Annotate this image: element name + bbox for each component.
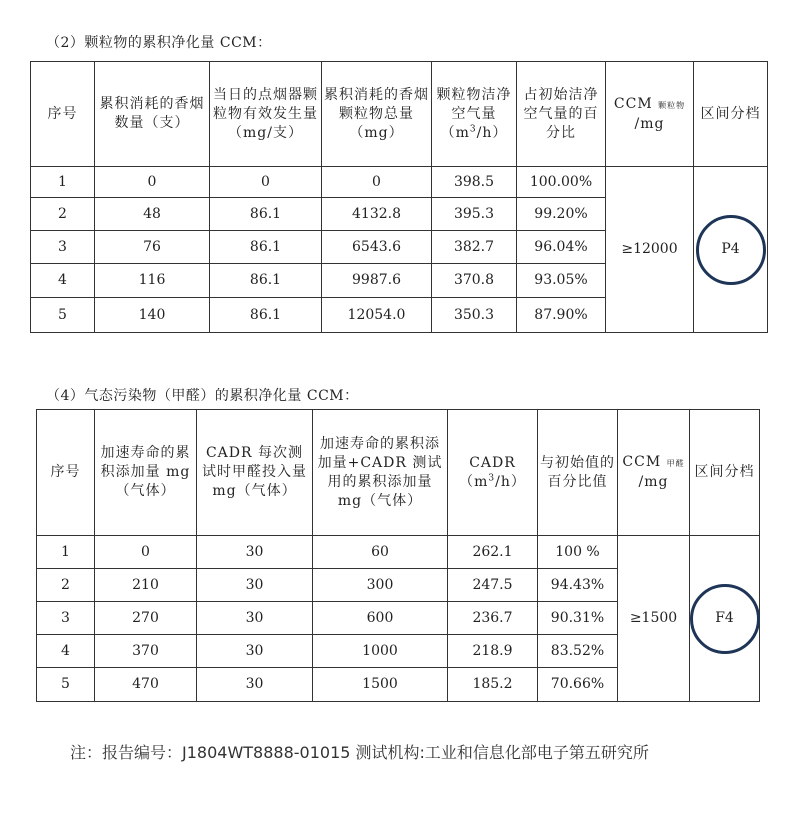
section-title-particulate: （2）颗粒物的累积净化量 CCM：: [46, 35, 272, 51]
header-cadr: 颗粒物洁净空气量 $(m^3/h)$: [432, 62, 517, 167]
table-row: [31, 167, 768, 198]
particulate-ccm-table: [30, 61, 768, 333]
header-ccm: CCM 颗粒物 /mg: [606, 62, 694, 167]
cell-percent: 83.52%: [538, 635, 618, 668]
cell-percent: 87.90%: [517, 298, 606, 333]
cell-total: 12054.0: [322, 298, 432, 333]
cell-total: 9987.6: [322, 264, 432, 298]
header-seq: 序号: [31, 62, 95, 167]
header-release: 当日的点烟器颗粒物有效发生量（mg/支）: [210, 62, 322, 167]
ccm-value: ≥1500: [618, 536, 690, 702]
cell-cadr: 350.3: [432, 298, 517, 333]
report-footnote: 注：报告编号：J1804WT8888-01015 测试机构:工业和信息化部电子第五研究所: [70, 743, 649, 762]
cell-cigarettes: 48: [95, 198, 210, 231]
grade-cell: [690, 536, 760, 702]
cell-cadr: 218.9: [448, 635, 538, 668]
cell-seq: 3: [31, 231, 95, 264]
cell-cum-total: 300: [313, 569, 448, 602]
cell-per-test: 30: [197, 602, 313, 635]
cell-percent: 99.20%: [517, 198, 606, 231]
cell-seq: 2: [37, 569, 95, 602]
cell-percent: 94.43%: [538, 569, 618, 602]
cell-percent: 90.31%: [538, 602, 618, 635]
cell-release: 86.1: [210, 231, 322, 264]
cell-cadr: 370.8: [432, 264, 517, 298]
cell-seq: 1: [37, 536, 95, 569]
header-cum-total: 加速寿命的累积添加量+CADR 测试用的累积添加量 mg（气体）: [313, 410, 448, 536]
cell-total: 0: [322, 167, 432, 198]
header-range: 区间分档: [690, 410, 760, 536]
cell-per-test: 30: [197, 635, 313, 668]
cell-per-test: 30: [197, 668, 313, 702]
header-percent: 占初始洁净空气量的百分比: [517, 62, 606, 167]
header-seq: 序号: [37, 410, 95, 536]
cell-cum-total: 60: [313, 536, 448, 569]
cell-cum-added: 370: [95, 635, 197, 668]
cell-cum-total: 1500: [313, 668, 448, 702]
formaldehyde-ccm-table: [36, 409, 760, 702]
cell-cum-added: 0: [95, 536, 197, 569]
cell-seq: 3: [37, 602, 95, 635]
cell-cadr: 395.3: [432, 198, 517, 231]
cell-percent: 70.66%: [538, 668, 618, 702]
cell-seq: 1: [31, 167, 95, 198]
cell-cadr: 262.1: [448, 536, 538, 569]
cell-seq: 5: [31, 298, 95, 333]
cell-cadr: 382.7: [432, 231, 517, 264]
cell-percent: 96.04%: [517, 231, 606, 264]
cell-total: 4132.8: [322, 198, 432, 231]
cell-cigarettes: 0: [95, 167, 210, 198]
cell-seq: 5: [37, 668, 95, 702]
cell-cadr: 236.7: [448, 602, 538, 635]
header-per-test: CADR 每次测试时甲醛投入量 mg（气体）: [197, 410, 313, 536]
ccm-value: ≥12000: [606, 167, 694, 333]
table-header-row: [37, 410, 760, 536]
cell-cigarettes: 76: [95, 231, 210, 264]
cell-cum-total: 600: [313, 602, 448, 635]
cell-release: 86.1: [210, 298, 322, 333]
section-title-formaldehyde: （4）气态污染物（甲醛）的累积净化量 CCM：: [46, 388, 359, 404]
header-cum-added: 加速寿命的累积添加量 mg（气体）: [95, 410, 197, 536]
cell-percent: 93.05%: [517, 264, 606, 298]
cell-per-test: 30: [197, 569, 313, 602]
header-range: 区间分档: [694, 62, 768, 167]
header-cadr: CADR $(m^3/h)$: [448, 410, 538, 536]
cell-cigarettes: 140: [95, 298, 210, 333]
cell-cum-added: 210: [95, 569, 197, 602]
header-total: 累积消耗的香烟颗粒物总量（mg）: [322, 62, 432, 167]
header-cigarettes: 累积消耗的香烟数量（支）: [95, 62, 210, 167]
cell-cadr: 185.2: [448, 668, 538, 702]
table-header-row: [31, 62, 768, 167]
cell-percent: 100.00%: [517, 167, 606, 198]
header-ccm: CCM 甲醛 /mg: [618, 410, 690, 536]
cell-cadr: 398.5: [432, 167, 517, 198]
cell-per-test: 30: [197, 536, 313, 569]
cell-cigarettes: 116: [95, 264, 210, 298]
table-row: [37, 536, 760, 569]
cell-cadr: 247.5: [448, 569, 538, 602]
cell-release: 86.1: [210, 198, 322, 231]
cell-seq: 2: [31, 198, 95, 231]
cell-cum-added: 470: [95, 668, 197, 702]
grade-cell: [694, 167, 768, 333]
cell-seq: 4: [37, 635, 95, 668]
cell-release: 0: [210, 167, 322, 198]
grade-badge: F4: [690, 584, 760, 654]
cell-total: 6543.6: [322, 231, 432, 264]
header-percent: 与初始值的百分比值: [538, 410, 618, 536]
cell-cum-added: 270: [95, 602, 197, 635]
cell-cum-total: 1000: [313, 635, 448, 668]
cell-release: 86.1: [210, 264, 322, 298]
grade-badge: P4: [696, 215, 766, 285]
cell-percent: 100 %: [538, 536, 618, 569]
cell-seq: 4: [31, 264, 95, 298]
